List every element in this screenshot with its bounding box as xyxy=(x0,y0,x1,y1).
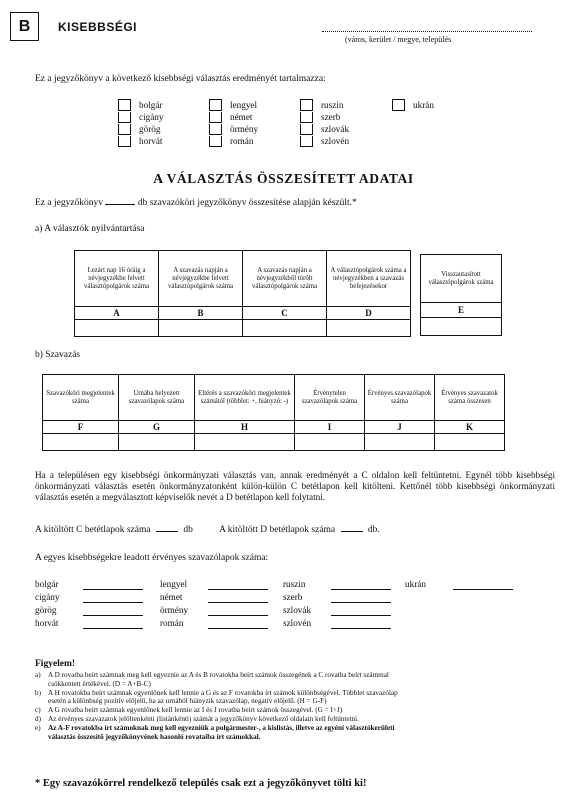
note-item xyxy=(35,715,398,724)
voting-letter-h: H xyxy=(195,421,295,434)
note-marker: a) xyxy=(35,671,41,679)
minority-option[interactable] xyxy=(209,99,258,111)
d-sheets-unit: db. xyxy=(367,525,380,535)
voters-value-c[interactable] xyxy=(243,320,327,337)
valid-votes-row xyxy=(35,577,143,590)
rejected-header-e: Visszautasított választópolgárok száma xyxy=(421,255,502,303)
d-sheets-label: A kitöltött D betétlapok száma xyxy=(219,525,336,535)
voting-value-j[interactable] xyxy=(365,434,435,451)
minority-option-label: bolgár xyxy=(139,100,163,110)
summary-count-field[interactable] xyxy=(105,204,135,205)
voting-letter-k: K xyxy=(435,421,505,434)
voters-header-d: A választópolgárok száma a névjegyzékben a szavazás befejezésekor xyxy=(327,251,411,307)
valid-votes-field[interactable] xyxy=(208,593,268,603)
note-item xyxy=(35,671,398,680)
notes-list xyxy=(35,671,398,741)
note-marker: c) xyxy=(35,706,41,715)
page-header-title: KISEBBSÉGI xyxy=(58,20,138,34)
minority-checkbox[interactable] xyxy=(118,136,131,147)
valid-votes-field[interactable] xyxy=(83,619,143,629)
notes-title: Figyelem! xyxy=(35,659,76,669)
minority-checkbox[interactable] xyxy=(118,112,131,123)
valid-votes-label: szerb xyxy=(283,592,303,602)
voting-header-j: Érvényes szavazólapok száma xyxy=(365,375,435,421)
voting-value-i[interactable] xyxy=(295,434,365,451)
voters-table-letter-row xyxy=(75,307,411,320)
voting-letter-f: F xyxy=(43,421,119,434)
minority-checkbox[interactable] xyxy=(300,112,313,123)
c-sheets-label: A kitöltött C betétlapok száma xyxy=(35,525,151,535)
rejected-letter-e: E xyxy=(421,303,502,318)
voters-letter-c: C xyxy=(243,307,327,320)
valid-votes-field[interactable] xyxy=(208,580,268,590)
valid-votes-label: szlovák xyxy=(283,605,312,615)
voters-header-a: Lezárt nap 16 óráig a névjegyzékbe felvett választópolgárok száma xyxy=(75,251,159,307)
minority-col-3 xyxy=(300,99,349,147)
minority-option-label: lengyel xyxy=(230,100,258,110)
voting-header-g: Urnába helyezett szavazólapok száma xyxy=(119,375,195,421)
valid-votes-col-1 xyxy=(35,577,143,629)
valid-votes-row xyxy=(283,577,391,590)
rejected-voters-table xyxy=(420,254,502,336)
note-text: A H rovatokba beírt számnak egyenlőnek kell lennie a G és az F rovatokba írt számok különbségével. Többlet szavazólap xyxy=(48,688,398,697)
valid-votes-row xyxy=(283,616,391,629)
valid-votes-field[interactable] xyxy=(83,606,143,616)
note-marker: b) xyxy=(35,688,41,697)
summary-before: Ez a jegyzőkönyv xyxy=(35,198,104,208)
valid-votes-col-3 xyxy=(283,577,391,629)
note-text: A G rovatba beírt számnak egyenlőnek kell lennie az I és J rovatba beírt számok összegével. (G = I+J) xyxy=(48,706,343,715)
location-caption: (város, kerület / megye, település xyxy=(345,35,452,44)
valid-votes-label: szlovén xyxy=(283,618,312,628)
valid-votes-row xyxy=(35,616,143,629)
location-fill-line[interactable] xyxy=(322,30,532,32)
minority-col-1 xyxy=(118,99,164,147)
valid-votes-field[interactable] xyxy=(453,580,513,590)
rejected-value-e[interactable] xyxy=(421,318,502,336)
note-item xyxy=(35,733,398,742)
minority-option-label: német xyxy=(230,112,253,122)
minority-option-label: görög xyxy=(139,124,161,134)
voting-header-h: Eltérés a szavazóköri megjelentek számától (többlet: +, hiányzó: -) xyxy=(195,375,295,421)
intro-text: Ez a jegyzőkönyv a következő kisebbségi választás eredményét tartalmazza: xyxy=(35,74,326,84)
minority-checkbox[interactable] xyxy=(209,124,222,135)
minority-option-label: szerb xyxy=(321,112,341,122)
valid-votes-row xyxy=(160,616,268,629)
valid-votes-label: lengyel xyxy=(160,579,188,589)
minority-option-label: ruszin xyxy=(321,100,344,110)
valid-votes-label: ruszin xyxy=(283,579,306,589)
note-text: csökkentett értékével. (D = A+B-C) xyxy=(48,679,151,688)
valid-votes-field[interactable] xyxy=(331,606,391,616)
minority-checkbox[interactable] xyxy=(300,124,313,135)
voting-letter-g: G xyxy=(119,421,195,434)
minority-checkbox[interactable] xyxy=(118,99,131,111)
voting-table-header-row xyxy=(43,375,505,421)
valid-votes-row xyxy=(160,590,268,603)
note-marker: e) xyxy=(35,723,41,732)
minority-option[interactable] xyxy=(118,135,164,147)
minority-option-label: cigány xyxy=(139,112,164,122)
minority-option[interactable] xyxy=(300,135,349,147)
voting-letter-i: I xyxy=(295,421,365,434)
valid-votes-field[interactable] xyxy=(208,606,268,616)
valid-votes-col-2 xyxy=(160,577,268,629)
voters-header-c: A szavazás napján a névjegyzékből törölt választópolgárok száma xyxy=(243,251,327,307)
voting-value-k[interactable] xyxy=(435,434,505,451)
valid-votes-field[interactable] xyxy=(331,619,391,629)
voters-table xyxy=(74,250,411,337)
voting-letter-j: J xyxy=(365,421,435,434)
valid-votes-field[interactable] xyxy=(83,593,143,603)
minority-option[interactable] xyxy=(209,123,258,135)
minority-option[interactable] xyxy=(118,99,164,111)
minority-col-4 xyxy=(392,99,434,111)
minority-option[interactable] xyxy=(118,123,164,135)
note-item xyxy=(35,706,398,715)
valid-votes-label: görög xyxy=(35,605,57,615)
footnote: * Egy szavazókörrel rendelkező település csak ezt a jegyzőkönyvet tölti ki! xyxy=(35,778,367,789)
valid-votes-row xyxy=(405,577,513,590)
valid-votes-label: cigány xyxy=(35,592,60,602)
c-sheets-unit: db xyxy=(183,525,193,535)
minority-option[interactable] xyxy=(118,111,164,123)
valid-votes-row xyxy=(35,590,143,603)
minority-option[interactable] xyxy=(209,111,258,123)
voters-letter-d: D xyxy=(327,307,411,320)
voting-value-g[interactable] xyxy=(119,434,195,451)
voters-value-a[interactable] xyxy=(75,320,159,337)
minority-checkbox[interactable] xyxy=(118,124,131,135)
summary-line xyxy=(35,198,357,209)
valid-votes-col-4 xyxy=(405,577,513,590)
summary-after: db szavazóköri jegyzőkönyv összesítése alapján készült.* xyxy=(137,198,357,208)
minority-checkbox[interactable] xyxy=(392,99,405,111)
minority-checkbox[interactable] xyxy=(209,99,222,111)
voters-letter-a: A xyxy=(75,307,159,320)
voting-value-h[interactable] xyxy=(195,434,295,451)
voting-value-f[interactable] xyxy=(43,434,119,451)
note-text: Az érvényes szavazatok jelöltenkénti (listánkénti) számát a jegyzőkönyv következő oldalain kell feltüntetni. xyxy=(48,714,359,723)
voters-table-header-row xyxy=(75,251,411,307)
minority-option-label: szlovén xyxy=(321,136,350,146)
valid-votes-title: A egyes kisebbségekre leadott érvényes szavazólapok száma: xyxy=(35,553,269,563)
note-text: választás összesítő jegyzőkönyvének hasonló rovataiba írt számokkal. xyxy=(48,732,261,741)
section-letter-box: B xyxy=(10,12,39,41)
voting-header-f: Szavazóköri megjelentek száma xyxy=(43,375,119,421)
sheets-line xyxy=(35,525,380,536)
note-text: A D rovatba beírt számnak meg kell egyeznie az A és B rovatokba beírt számok összegének a C rovatba beírt számmal xyxy=(48,671,389,679)
minority-option[interactable] xyxy=(209,135,258,147)
minority-col-2 xyxy=(209,99,258,147)
minority-checkbox[interactable] xyxy=(209,112,222,123)
minority-checkbox[interactable] xyxy=(300,99,313,111)
minority-option[interactable] xyxy=(392,99,434,111)
valid-votes-label: román xyxy=(160,618,184,628)
valid-votes-label: német xyxy=(160,592,183,602)
valid-votes-row xyxy=(35,603,143,616)
minority-option[interactable] xyxy=(300,99,349,111)
c-sheets-field[interactable] xyxy=(156,531,178,532)
minority-checkbox[interactable] xyxy=(209,136,222,147)
minority-option[interactable] xyxy=(300,123,349,135)
note-item xyxy=(35,689,398,698)
valid-votes-field[interactable] xyxy=(331,580,391,590)
valid-votes-row xyxy=(160,603,268,616)
minority-option-label: horvát xyxy=(139,136,163,146)
minority-option-label: román xyxy=(230,136,254,146)
minority-option[interactable] xyxy=(300,111,349,123)
note-text: Az A-F rovatokba írt számoknak meg kell egyezniük a polgármester-, a kislistás, illetve az egyéni választókerületi xyxy=(48,723,395,732)
voters-header-b: A szavazás napján a névjegyzékbe felvett választópolgárok száma xyxy=(159,251,243,307)
voting-table xyxy=(42,374,505,451)
valid-votes-row xyxy=(283,603,391,616)
note-item xyxy=(35,724,398,733)
voting-table-value-row xyxy=(43,434,505,451)
main-title: A VÁLASZTÁS ÖSSZESÍTETT ADATAI xyxy=(153,171,414,186)
d-sheets-field[interactable] xyxy=(341,531,363,532)
note-item xyxy=(35,680,398,689)
valid-votes-field[interactable] xyxy=(83,580,143,590)
valid-votes-field[interactable] xyxy=(331,593,391,603)
minority-option-label: szlovák xyxy=(321,124,350,134)
voters-letter-b: B xyxy=(159,307,243,320)
instruction-paragraph: Ha a településen egy kisebbségi önkormányzati választás van, annak eredményét a C oldalon kell feltüntetni. Egynél több kisebbségi önkormányzati választás esetén önkormányzatonként külön-külön C betétlapon kell kitölteni. Kettőnél több kisebbségi önkormányzati választás esetén a megválasztott képviselők nevét a D betétlapon kell folytatni. xyxy=(35,470,555,502)
section-b-title: b) Szavazás xyxy=(35,350,81,360)
voters-value-d[interactable] xyxy=(327,320,411,337)
voters-value-b[interactable] xyxy=(159,320,243,337)
section-a-title: a) A választók nyilvántartása xyxy=(35,224,145,234)
note-marker: d) xyxy=(35,714,41,723)
valid-votes-row xyxy=(283,590,391,603)
minority-option-label: örmény xyxy=(230,124,259,134)
valid-votes-row xyxy=(160,577,268,590)
voting-table-letter-row xyxy=(43,421,505,434)
voters-table-value-row xyxy=(75,320,411,337)
note-item xyxy=(35,697,398,706)
note-text: esetén a különbség pozitív előjelű, ha az urnából hiányzik szavazólap, negatív előjelű. (H = G-F) xyxy=(48,697,327,706)
voting-header-k: Érvényes szavazatok száma összesen xyxy=(435,375,505,421)
voting-header-i: Érvénytelen szavazólapok száma xyxy=(295,375,365,421)
valid-votes-label: bolgár xyxy=(35,579,59,589)
valid-votes-label: örmény xyxy=(160,605,189,615)
valid-votes-label: horvát xyxy=(35,618,59,628)
valid-votes-label: ukrán xyxy=(405,579,426,589)
minority-option-label: ukrán xyxy=(413,100,434,110)
valid-votes-field[interactable] xyxy=(208,619,268,629)
minority-checkbox[interactable] xyxy=(300,136,313,147)
